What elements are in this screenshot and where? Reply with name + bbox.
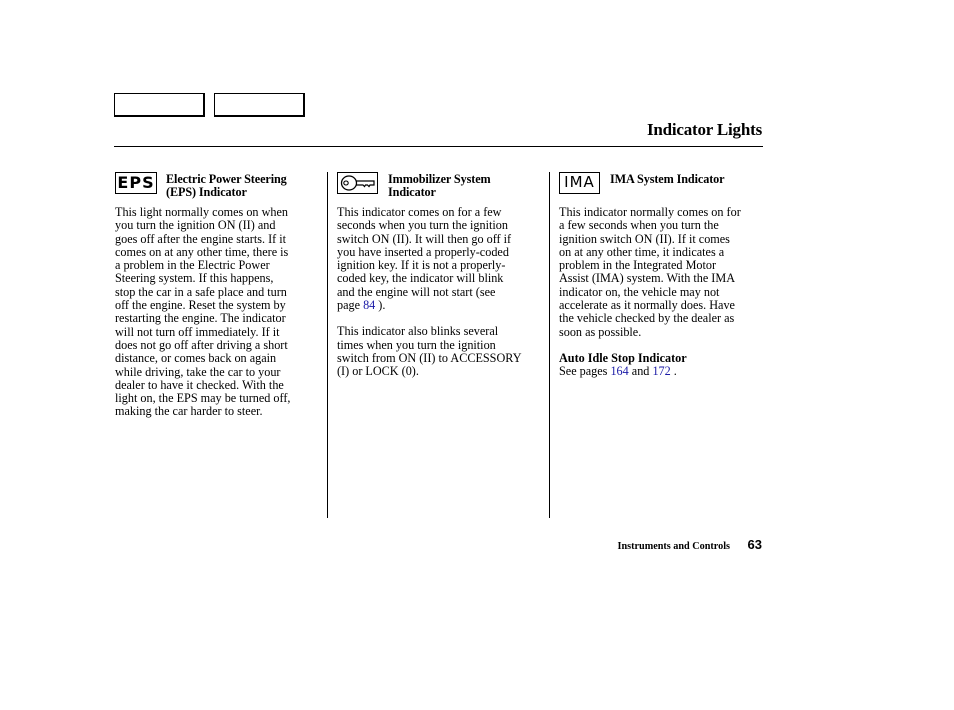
- page-number: 63: [747, 537, 762, 552]
- immobilizer-header: [337, 172, 543, 200]
- column-divider-2: [549, 172, 550, 518]
- immobilizer-body-2: This indicator also blinks several times when you turn the ignition switch from ON (II) to ACCESSORY (I) or LOCK (0).: [337, 324, 522, 379]
- eps-title: Electric Power Steering (EPS) Indicator: [166, 172, 287, 200]
- page-title: Indicator Lights: [646, 120, 762, 139]
- ima-title: IMA System Indicator: [610, 172, 725, 186]
- column-divider-1: [327, 172, 328, 518]
- immobilizer-title: Immobilizer System Indicator: [388, 172, 491, 200]
- page-84-link[interactable]: 84: [363, 298, 376, 313]
- auto-idle-stop-body: See pages 164 and 172 .: [559, 364, 677, 379]
- footer-section-label: Instruments and Controls: [617, 541, 730, 552]
- page-164-link[interactable]: 164: [610, 364, 629, 379]
- eps-body: This light normally comes on when you turn the ignition ON (II) and goes off after the engine starts. If it comes on at any other time, there is a problem in the Electric Power Steering system. If this happens, stop the car in a safe place and turn off the engine. Reset the system by restarting the engine. The indicator will not turn off immediately. If it does not go off after driving a short distance, or comes back on again while driving, take the car to your dealer to have it checked. With the light on, the EPS may be turned off, making the car harder to steer.: [115, 205, 291, 419]
- immobilizer-body-1: This indicator comes on for a few seconds when you turn the ignition switch ON (II). It will then go off if you have inserted a properly-coded ignition key. If it is not a properly- coded key, the indicator will blink and the engine will not start (see page 84 ).: [337, 205, 512, 313]
- key-icon-graphic: [340, 174, 376, 192]
- title-rule: [114, 146, 763, 147]
- eps-header: [115, 172, 315, 200]
- nav-tab-1[interactable]: [114, 93, 205, 117]
- eps-column: [115, 172, 315, 419]
- ima-indicator-icon: IMA: [559, 172, 600, 194]
- ima-header: [559, 172, 763, 200]
- immobilizer-column: [337, 172, 543, 379]
- auto-idle-stop-title: Auto Idle Stop Indicator: [559, 350, 687, 365]
- ima-body: This indicator normally comes on for a few seconds when you turn the ignition switch ON (II). If it comes on at any other time, it indicates a problem in the Integrated Motor Assist (IMA) system. With the IMA indicator on, the vehicle may not accelerate as it normally does. Have the vehicle checked by the dealer as soon as possible.: [559, 205, 741, 339]
- key-icon: [337, 172, 378, 194]
- eps-warning-icon: EPS: [115, 172, 157, 194]
- nav-tab-2[interactable]: [214, 93, 305, 117]
- ima-column: [559, 172, 763, 379]
- page-172-link[interactable]: 172: [652, 364, 671, 379]
